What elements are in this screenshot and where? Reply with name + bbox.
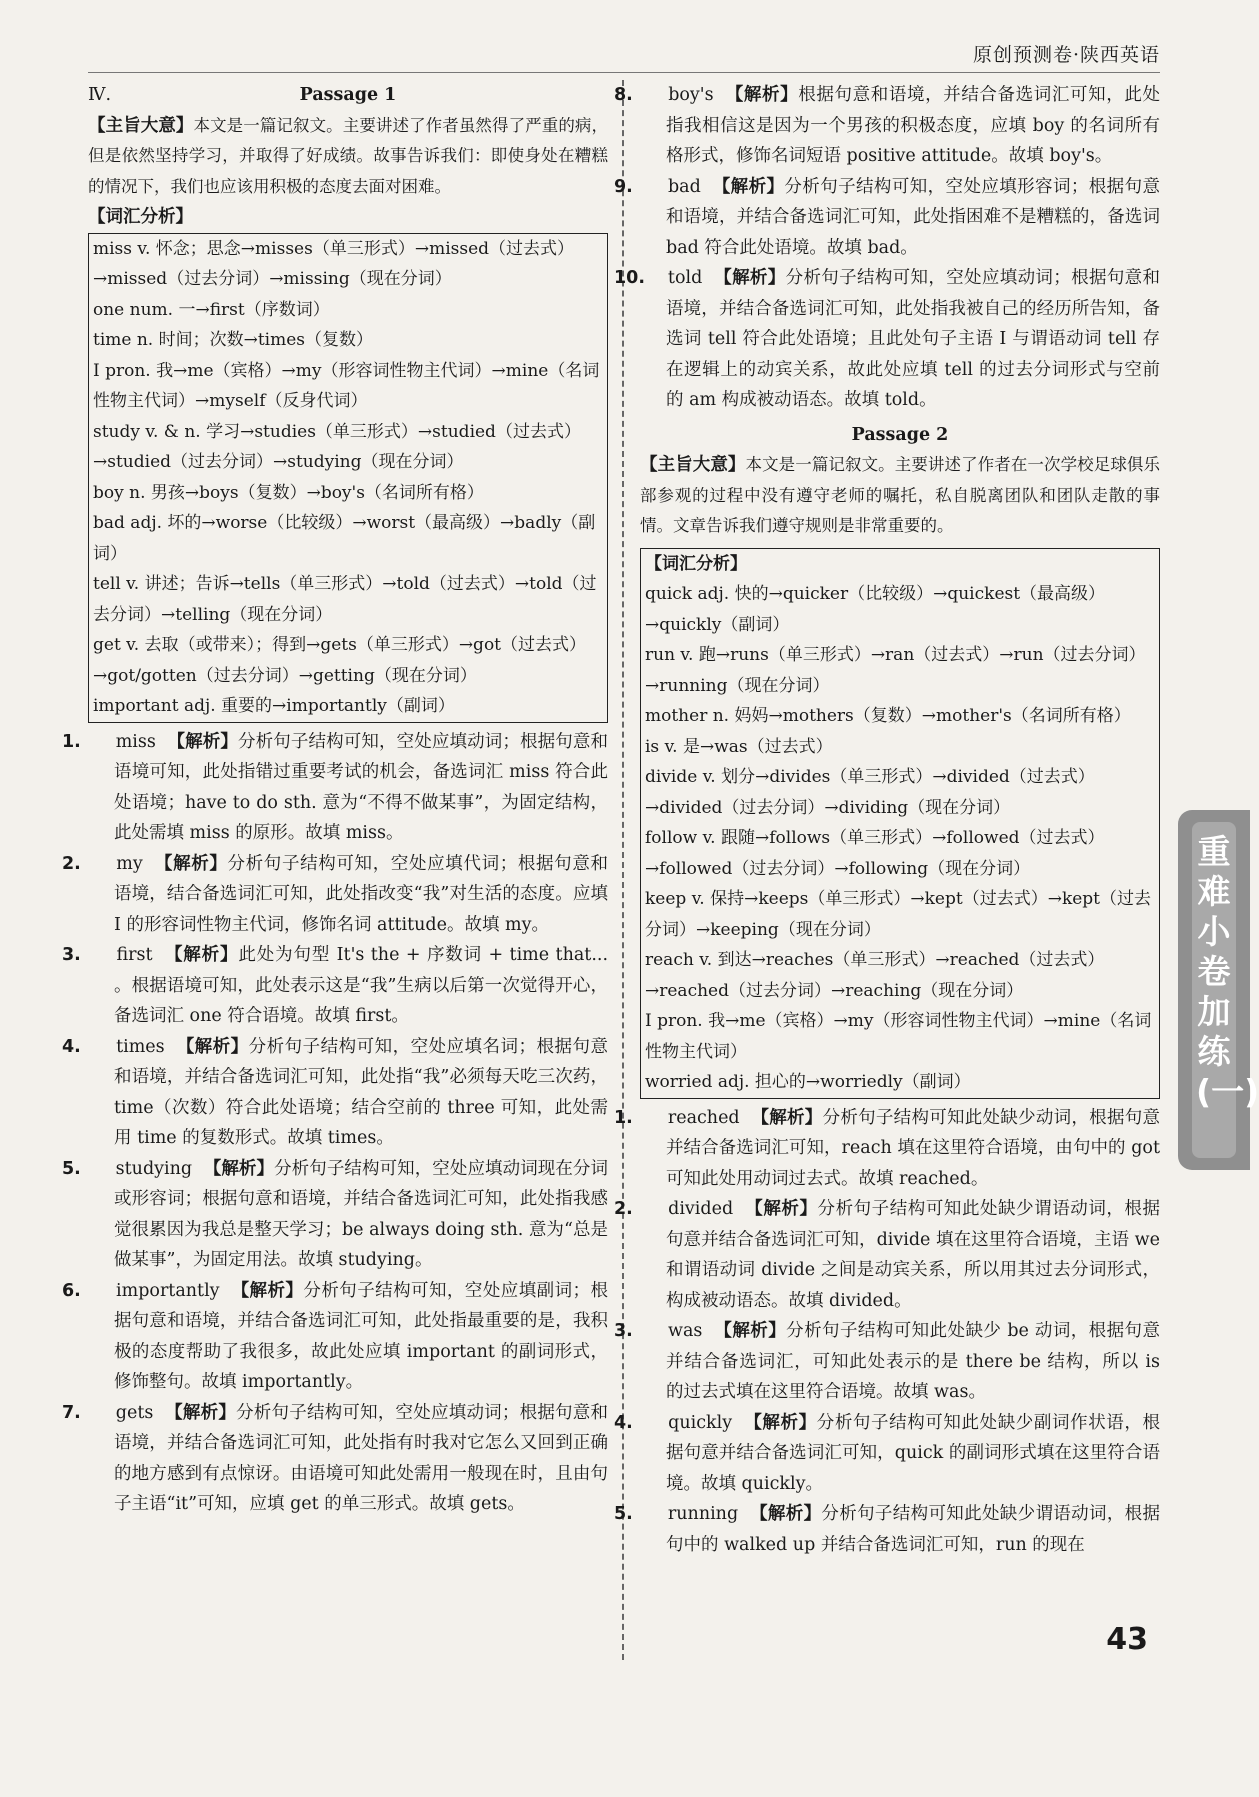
- answer-number: 1.: [62, 731, 81, 752]
- passage1-title: Passage 1: [299, 85, 397, 105]
- vocab-entry: I pron. 我→me（宾格）→my（形容词性物主代词）→mine（名词性物主代词）→myself（反身代词）: [93, 360, 600, 411]
- answer-word: bad: [667, 176, 701, 197]
- answer-item: [614, 1103, 1160, 1195]
- answer-number: 7.: [62, 1402, 81, 1423]
- vocab-entry: time n. 时间；次数→times（复数）: [93, 330, 374, 350]
- answer-word: quickly: [668, 1412, 733, 1433]
- answer-word: first: [116, 945, 153, 965]
- analysis-text: 根据句意和语境，并结合备选词汇可知，此处指我相信这是因为一个男孩的积极态度，应填 boy 的名词所有格形式，修饰名词短语 positive attitude。故填 boy's。: [666, 85, 1160, 166]
- passage1-title-row: [88, 80, 608, 111]
- vocab-entry: keep v. 保持→keeps（单三形式）→kept（过去式）→kept（过去分词）→keeping（现在分词）: [645, 889, 1152, 940]
- answer-word: told: [667, 268, 703, 288]
- analysis-tag: 【解析】: [744, 1412, 817, 1433]
- analysis-text: 分析句子结构可知，空处应填代词；根据句意和语境，结合备选词汇可知，此处指改变“我”对生活的态度。应填 I 的形容词性物主代词，修饰名词 attitude。故填 my。: [114, 853, 608, 935]
- analysis-text: 分析句子结构可知此处缺少动词，根据句意并结合备选词汇可知，reach 填在这里符合语境，由句中的 got 可知此处用动词过去式。故填 reached。: [666, 1107, 1160, 1189]
- analysis-text: 分析句子结构可知，空处应填动词现在分词或形容词；根据句意和语境，并结合备选词汇可知，此处指我感觉很累因为我总是整天学习；be always doing sth. 意为“总是做某事”，为固定用法。故填 studying。: [114, 1158, 609, 1270]
- vocab-entry: is v. 是→was（过去式）: [645, 736, 833, 757]
- answer-number: 5.: [62, 1158, 81, 1179]
- page-header: 原创预测卷·陕西英语: [972, 44, 1160, 66]
- answer-word: studying: [115, 1158, 193, 1179]
- passage2-title: Passage 2: [851, 424, 949, 445]
- answer-item: [614, 263, 1161, 416]
- analysis-text: 分析句子结构可知，空处应填动词；根据句意和语境，并结合备选词汇可知，此处指我被自己的经历所告知，备选词 tell 符合此处语境；且此处句子主语 I 与谓语动词 tell 存在逻辑上的动宾关系，故此处应填 tell 的过去分词形式与空前的 am 构成被动语态。故填 told。: [666, 268, 1161, 410]
- analysis-text: 分析句子结构可知此处缺少谓语动词，根据句中的 walked up 并结合备选词汇可知，run 的现在: [666, 1504, 1160, 1555]
- right-column: [614, 80, 1161, 1560]
- answer-word: miss: [115, 731, 156, 752]
- answer-item: [614, 1499, 1160, 1560]
- answer-word: my: [116, 853, 143, 874]
- answer-number: 5.: [614, 1504, 633, 1524]
- analysis-tag: 【解析】: [745, 1199, 818, 1219]
- analysis-tag: 【解析】: [154, 853, 228, 874]
- answers-list-continued: [614, 80, 1161, 416]
- header-rule: [88, 72, 1160, 73]
- answer-number: 10.: [614, 268, 646, 288]
- vocab-entry: study v. & n. 学习→studies（单三形式）→studied（过去式）→studied（过去分词）→studying（现在分词）: [93, 421, 581, 472]
- analysis-tag: 【解析】: [751, 1107, 823, 1128]
- vocab-box: [640, 548, 1160, 1099]
- analysis-tag: 【解析】: [167, 731, 239, 752]
- answer-number: 2.: [62, 853, 81, 874]
- analysis-text: 分析句子结构可知，空处应填动词；根据句意和语境，并结合备选词汇可知，此处指有时我对它怎么又回到正确的地方感到有点惊讶。由语境可知此处需用一般现在时，且由句子主语“it”可知，应填 get 的单三形式。故填 gets。: [114, 1402, 608, 1514]
- answer-number: 2.: [614, 1199, 633, 1219]
- answer-item: [62, 1398, 608, 1520]
- analysis-text: 分析句子结构可知此处缺少副词作状语，根据句意并结合备选词汇可知，quick 的副词形式填在这里符合语境。故填 quickly。: [666, 1412, 1160, 1494]
- vocab-entry: mother n. 妈妈→mothers（复数）→mother's（名词所有格）: [645, 706, 1131, 726]
- side-tab: [1178, 810, 1259, 1170]
- answer-word: divided: [668, 1199, 734, 1219]
- answer-number: 9.: [614, 176, 633, 197]
- analysis-tag: 【解析】: [712, 176, 785, 197]
- passage1-summary: [88, 111, 608, 203]
- answer-item: [62, 1276, 608, 1398]
- answer-word: was: [668, 1321, 703, 1341]
- answer-item: [614, 1408, 1160, 1500]
- answer-item: [62, 1032, 608, 1154]
- vocab-entry: boy n. 男孩→boys（复数）→boy's（名词所有格）: [93, 482, 484, 503]
- vocab-entry: one num. 一→first（序数词）: [93, 299, 330, 320]
- vocab-title: 【词汇分析】: [645, 553, 747, 574]
- answer-item: [614, 1194, 1160, 1316]
- answer-item: [614, 172, 1160, 264]
- answer-number: 4.: [614, 1412, 633, 1433]
- answer-number: 3.: [614, 1321, 633, 1341]
- summary-tag: 【主旨大意】: [88, 115, 194, 136]
- vocab-entry: divide v. 划分→divides（单三形式）→divided（过去式）→divided（过去分词）→dividing（现在分词）: [645, 767, 1095, 818]
- vocab-entry: quick adj. 快的→quicker（比较级）→quickest（最高级）→quickly（副词）: [645, 584, 1106, 635]
- answers-list: [62, 727, 609, 1520]
- analysis-text: 分析句子结构可知，空处应填名词；根据句意和语境，并结合备选词汇可知，此处指“我”必须每天吃三次药，time（次数）符合此处语境；结合空前的 three 可知，此处需用 time 的复数形式。故填 times。: [114, 1036, 608, 1148]
- answer-item: [614, 1316, 1160, 1408]
- analysis-tag: 【解析】: [165, 1402, 237, 1423]
- answer-number: 6.: [62, 1280, 81, 1301]
- analysis-tag: 【解析】: [725, 85, 799, 105]
- vocab-entry: tell v. 讲述；告诉→tells（单三形式）→told（过去式）→told（过去分词）→telling（现在分词）: [93, 574, 597, 625]
- vocab-title: 【词汇分析】: [88, 207, 193, 227]
- answer-word: reached: [667, 1107, 740, 1128]
- summary-text: 本文是一篇记叙文。主要讲述了作者在一次学校足球俱乐部参观的过程中没有遵守老师的嘱托，私自脱离团队和团队走散的事情。文章告诉我们遵守规则是非常重要的。: [640, 455, 1161, 535]
- answers-list: [614, 1103, 1160, 1561]
- answer-word: boy's: [668, 85, 714, 105]
- analysis-text: 分析句子结构可知此处缺少 be 动词，根据句意并结合备选词汇，可知此处表示的是 there be 结构，所以 is 的过去式填在这里符合语境。故填 was。: [666, 1321, 1160, 1402]
- side-tab-label: 重难小卷加练(一): [1196, 832, 1259, 1111]
- analysis-text: 分析句子结构可知，空处应填副词；根据句意和语境，并结合备选词汇可知，此处指最重要的是，我积极的态度帮助了我很多，故此处应填 important 的副词形式，修饰整句。故填 importantly。: [114, 1280, 608, 1392]
- page-number: 43: [1106, 1622, 1148, 1657]
- answer-number: 8.: [614, 85, 633, 105]
- analysis-tag: 【解析】: [714, 1321, 787, 1341]
- answer-number: 4.: [62, 1036, 81, 1057]
- analysis-tag: 【解析】: [176, 1036, 249, 1057]
- answer-word: running: [667, 1504, 739, 1524]
- analysis-tag: 【解析】: [750, 1504, 822, 1524]
- vocab-entry: reach v. 到达→reaches（单三形式）→reached（过去式）→reached（过去分词）→reaching（现在分词）: [645, 950, 1105, 1001]
- answer-word: times: [116, 1036, 165, 1057]
- analysis-tag: 【解析】: [164, 945, 239, 965]
- analysis-text: 分析句子结构可知，空处应填形容词；根据句意和语境，并结合备选词汇可知，此处指困难不是糟糕的，备选词 bad 符合此处语境。故填 bad。: [666, 176, 1160, 258]
- vocab-entry: worried adj. 担心的→worriedly（副词）: [645, 1072, 971, 1092]
- vocab-entry: bad adj. 坏的→worse（比较级）→worst（最高级）→badly（副词）: [93, 513, 596, 564]
- left-column: [62, 80, 609, 1520]
- analysis-text: 分析句子结构可知，空处应填动词；根据句意和语境可知，此处指错过重要考试的机会，备选词汇 miss 符合此处语境；have to do sth. 意为“不得不做某事”，为固定结构，此处需填 miss 的原形。故填 miss。: [114, 731, 608, 843]
- vocab-entry: get v. 去取（或带来）；得到→gets（单三形式）→got（过去式）→got/gotten（过去分词）→getting（现在分词）: [93, 635, 587, 686]
- passage2-summary: [640, 450, 1160, 542]
- analysis-tag: 【解析】: [714, 268, 786, 288]
- answer-item: [62, 849, 608, 941]
- analysis-text: 分析句子结构可知此处缺少谓语动词，根据句意并结合备选词汇可知，divide 填在这里符合语境，主语 we 和谓语动词 divide 之间是动宾关系，所以用其过去分词形式，构成被动语态。故填 divided。: [666, 1199, 1160, 1311]
- vocab-box: [88, 233, 608, 723]
- vocab-entry: follow v. 跟随→follows（单三形式）→followed（过去式）→followed（过去分词）→following（现在分词）: [645, 828, 1105, 879]
- summary-tag: 【主旨大意】: [640, 455, 746, 475]
- vocab-entry: run v. 跑→runs（单三形式）→ran（过去式）→run（过去分词）→running（现在分词）: [645, 645, 1146, 696]
- answer-number: 1.: [614, 1107, 633, 1128]
- answer-item: [62, 1154, 609, 1276]
- section-number: Ⅳ.: [88, 85, 112, 105]
- vocab-entry: I pron. 我→me（宾格）→my（形容词性物主代词）→mine（名词性物主代词）: [645, 1011, 1152, 1062]
- answer-item: [62, 727, 608, 849]
- answer-item: [62, 940, 609, 1032]
- summary-text: 本文是一篇记叙文。主要讲述了作者虽然得了严重的病，但是依然坚持学习，并取得了好成绩。故事告诉我们：即使身处在糟糕的情况下，我们也应该用积极的态度去面对困难。: [88, 115, 609, 196]
- answer-word: gets: [115, 1402, 154, 1423]
- answer-word: importantly: [116, 1280, 220, 1301]
- analysis-tag: 【解析】: [203, 1158, 275, 1179]
- vocab-entry: miss v. 怀念；思念→misses（单三形式）→missed（过去式）→missed（过去分词）→missing（现在分词）: [93, 238, 575, 289]
- answer-number: 3.: [62, 945, 81, 965]
- vocab-entry: important adj. 重要的→importantly（副词）: [93, 696, 455, 716]
- analysis-text: 此处为句型 It's the + 序数词 + time that... 。根据语境可知，此处表示这是“我”生病以后第一次觉得开心，备选词汇 one 符合语境。故填 first。: [114, 945, 609, 1026]
- answer-item: [614, 80, 1160, 172]
- analysis-tag: 【解析】: [231, 1280, 304, 1301]
